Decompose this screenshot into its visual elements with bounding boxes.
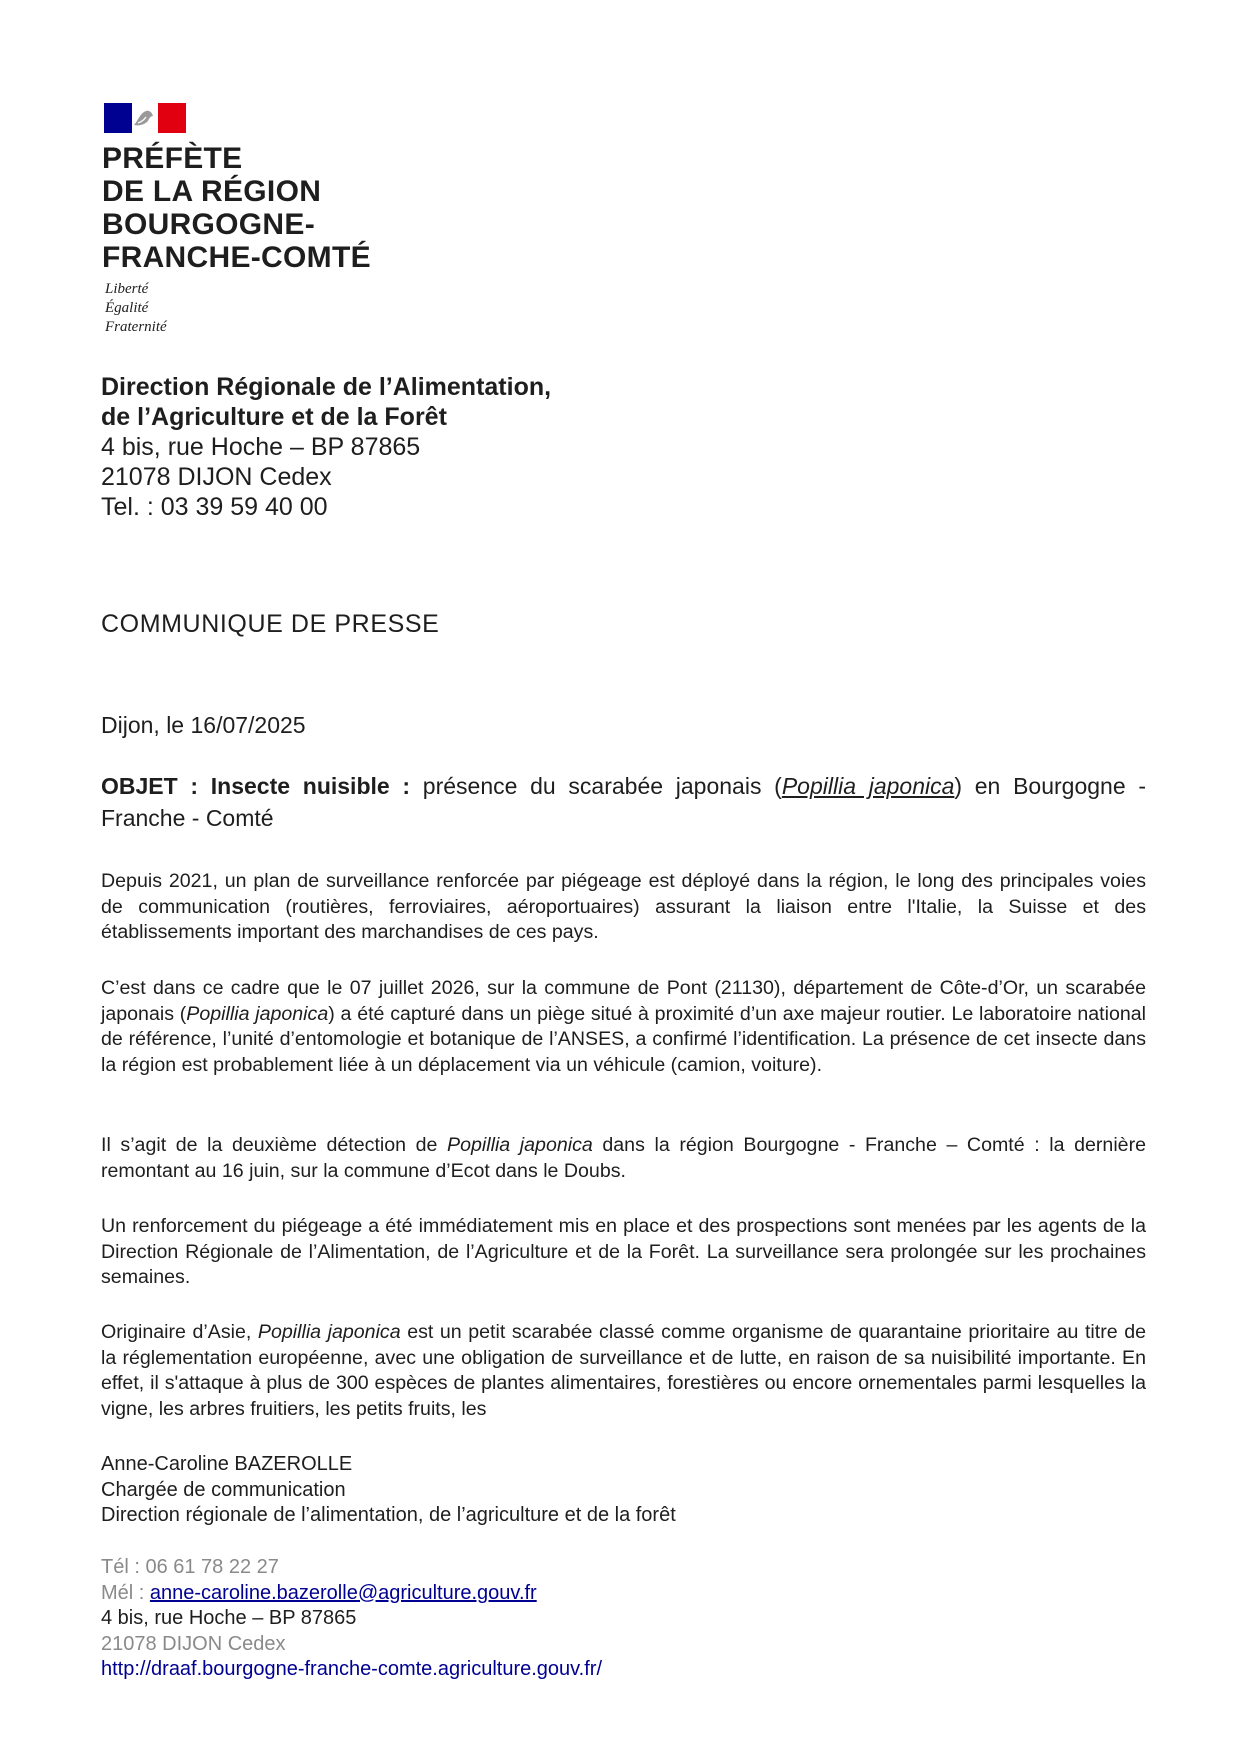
sender-address2: 21078 DIJON Cedex: [101, 463, 332, 491]
contact-address1: 4 bis, rue Hoche – BP 87865: [101, 1607, 357, 1629]
document-type: COMMUNIQUE DE PRESSE: [101, 610, 440, 638]
signatory-role: Chargée de communication: [101, 1478, 346, 1501]
paragraph-2: C’est dans ce cadre que le 07 juillet 2026, sur la commune de Pont (21130), département de Côte-d’Or, un scarabée japonais (Popillia japonica) a été capturé dans un piège situé à proximité d’un axe majeur routier. Le laboratoire national de référence, l’unité d’entomologie et botanique de l’ANSES, a confirmé l’identification. La présence de cet insecte dans la région est probablement liée à un déplacement via un véhicule (camion, voiture).: [101, 977, 1146, 1076]
sender-block: [101, 372, 551, 522]
contact-address2: 21078 DIJON Cedex: [101, 1632, 286, 1655]
marianne-flag-icon: [104, 103, 186, 133]
dateline: Dijon, le 16/07/2025: [101, 712, 306, 738]
paragraph-1: Depuis 2021, un plan de surveillance renforcée par piégeage est déployé dans la région, le long des principales voies de communication (routières, ferroviaires, aéroportuaires) assurant la liaison entre l'Italie, la Suisse et des établissements important des marchandises de ces pays.: [101, 870, 1146, 943]
prefecture-title: PRÉFÈTE DE LA RÉGION BOURGOGNE- FRANCHE-COMTÉ: [102, 142, 371, 274]
contact-mail-label: Mél :: [101, 1581, 150, 1604]
subject-species: Popillia japonica: [781, 773, 955, 799]
subject-line: OBJET : Insecte nuisible : présence du scarabée japonais (Popillia japonica) en Bourgogne - Franche - Comté: [101, 773, 1146, 831]
signature-block: [101, 1452, 676, 1529]
sender-tel: Tel. : 03 39 59 40 00: [101, 493, 328, 521]
sender-name-line1: Direction Régionale de l’Alimentation,: [101, 373, 552, 401]
signatory-name: Anne-Caroline BAZEROLLE: [101, 1453, 353, 1475]
contact-tel: Tél : 06 61 78 22 27: [101, 1556, 279, 1578]
website-link[interactable]: http://draaf.bourgogne-franche-comte.agriculture.gouv.fr/: [101, 1658, 603, 1680]
sender-name-line2: de l’Agriculture et de la Forêt: [101, 403, 447, 431]
republic-motto: Liberté Égalité Fraternité: [105, 281, 167, 335]
contact-email-link[interactable]: anne-caroline.bazerolle@agriculture.gouv.fr: [149, 1581, 537, 1604]
signatory-org: Direction régionale de l’alimentation, de l’agriculture et de la forêt: [101, 1504, 676, 1526]
sender-address1: 4 bis, rue Hoche – BP 87865: [101, 433, 421, 461]
paragraph-3: Il s’agit de la deuxième détection de Popillia japonica dans la région Bourgogne - Franche – Comté : la dernière remontant au 16 juin, sur la commune d’Ecot dans le Doubs.: [101, 1134, 1147, 1182]
subject-label: OBJET : Insecte nuisible :: [101, 773, 411, 799]
paragraph-4: Un renforcement du piégeage a été immédiatement mis en place et des prospections sont menées par les agents de la Direction Régionale de l’Alimentation, de l’Agriculture et de la Forêt. La surveillance sera prolongée sur les prochaines semaines.: [101, 1215, 1146, 1288]
paragraph-5: Originaire d’Asie, Popillia japonica est un petit scarabée classé comme organisme de quarantaine prioritaire au titre de la réglementation européenne, avec une obligation de surveillance et de lutte, en raison de sa nuisibilité importante. En effet, il s'attaque à plus de 300 espèces de plantes alimentaires, forestières ou encore ornementales parmi lesquelles la vigne, les arbres fruitiers, les petits fruits, les: [101, 1321, 1147, 1420]
contact-block: [101, 1555, 602, 1683]
